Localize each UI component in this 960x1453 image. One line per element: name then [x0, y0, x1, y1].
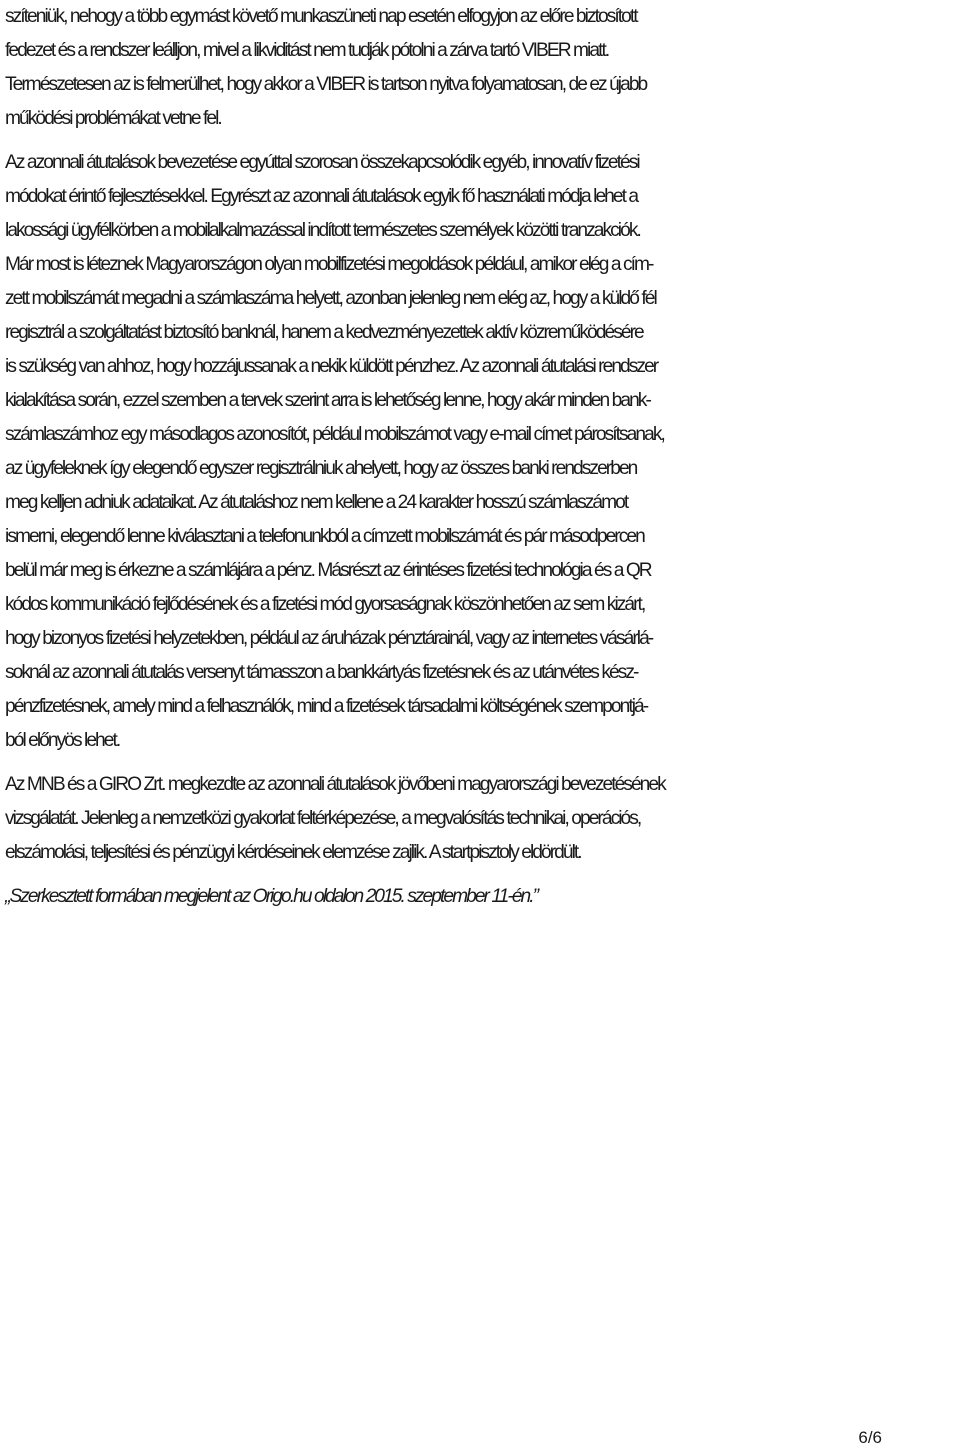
text-line: pénzfizetésnek, amely mind a felhasználók, mind a fizetések társadalmi költségének szempontjá- — [5, 696, 648, 717]
text-line: fedezet és a rendszer leálljon, mivel a likviditást nem tudják pótolni a zárva tartó VIBER miatt. — [5, 40, 609, 61]
text-line: regisztrál a szolgáltatást biztosító banknál, hanem a kedvezményezettek aktív közreműködésére — [5, 322, 643, 343]
text-line: szíteniük, nehogy a több egymást követő munkaszüneti nap esetén elfogyjon az előre biztosított — [5, 6, 637, 27]
text-line: Már most is léteznek Magyarországon olyan mobilfizetési megoldások például, amikor elég a cím- — [5, 254, 653, 275]
text-line: Az azonnali átutalások bevezetése egyúttal szorosan összekapcsolódik egyéb, innovatív fizetési — [5, 152, 639, 173]
text-line: Az MNB és a GIRO Zrt. megkezdte az azonnali átutalások jövőbeni magyarországi bevezetésének — [5, 774, 665, 795]
text-line: számlaszámhoz egy másodlagos azonosítót, például mobilszámot vagy e-mail címet párosítsanak, — [5, 424, 664, 445]
text-line: az ügyfeleknek így elegendő egyszer regisztrálniuk ahelyett, hogy az összes banki rendszerben — [5, 458, 637, 479]
text-line: kialakítása során, ezzel szemben a tervek szerint arra is lehetőség lenne, hogy akár minden bank- — [5, 390, 650, 411]
page-number: 6/6 — [858, 1428, 882, 1447]
source-note: „Szerkesztett formában megjelent az Origo.hu oldalon 2015. szeptember 11-én.” — [5, 886, 538, 907]
paragraph-mnb-giro — [5, 768, 960, 870]
text-line: zett mobilszámát megadni a számlaszáma helyett, azonban jelenleg nem elég az, hogy a küldő fél — [5, 288, 656, 309]
paragraph-innovative-payments — [5, 146, 960, 758]
text-line: kódos kommunikáció fejlődésének és a fizetési mód gyorsaságnak köszönhetően az sem kizárt, — [5, 594, 645, 615]
text-line: vizsgálatát. Jelenleg a nemzetközi gyakorlat feltérképezése, a megvalósítás technikai, operációs, — [5, 808, 641, 829]
text-line: elszámolási, teljesítési és pénzügyi kérdéseinek elemzése zajlik. A startpisztoly eldördült. — [5, 842, 581, 863]
text-line: soknál az azonnali átutalás versenyt támasszon a bankkártyás fizetésnek és az utánvétes kész- — [5, 662, 638, 683]
text-line: Természetesen az is felmerülhet, hogy akkor a VIBER is tartson nyitva folyamatosan, de ez újabb — [5, 74, 647, 95]
text-line: lakossági ügyfélkörben a mobilalkalmazással indított természetes személyek közötti tranzakciók. — [5, 220, 640, 241]
paragraph-source-note — [5, 880, 960, 914]
text-line: meg kelljen adniuk adataikat. Az átutaláshoz nem kellene a 24 karakter hosszú számlaszámot — [5, 492, 628, 513]
text-line: módokat érintő fejlesztésekkel. Egyrészt az azonnali átutalások egyik fő használati módja lehet a — [5, 186, 638, 207]
paragraph-viber-liquidity — [5, 0, 960, 136]
text-line: is szükség van ahhoz, hogy hozzájussanak a nekik küldött pénzhez. Az azonnali átutalási rendszer — [5, 356, 658, 377]
document-page — [5, 0, 960, 924]
text-line: belül már meg is érkezne a számlájára a pénz. Másrészt az érintéses fizetési technológia és a QR — [5, 560, 651, 581]
text-line: működési problémákat vetne fel. — [5, 108, 221, 129]
text-line: hogy bizonyos fizetési helyzetekben, például az áruházak pénztárainál, vagy az internetes vásárlá- — [5, 628, 653, 649]
text-line: ismerni, elegendő lenne kiválasztani a telefonunkból a címzett mobilszámát és pár másodpercen — [5, 526, 644, 547]
text-line: ból előnyös lehet. — [5, 730, 120, 751]
